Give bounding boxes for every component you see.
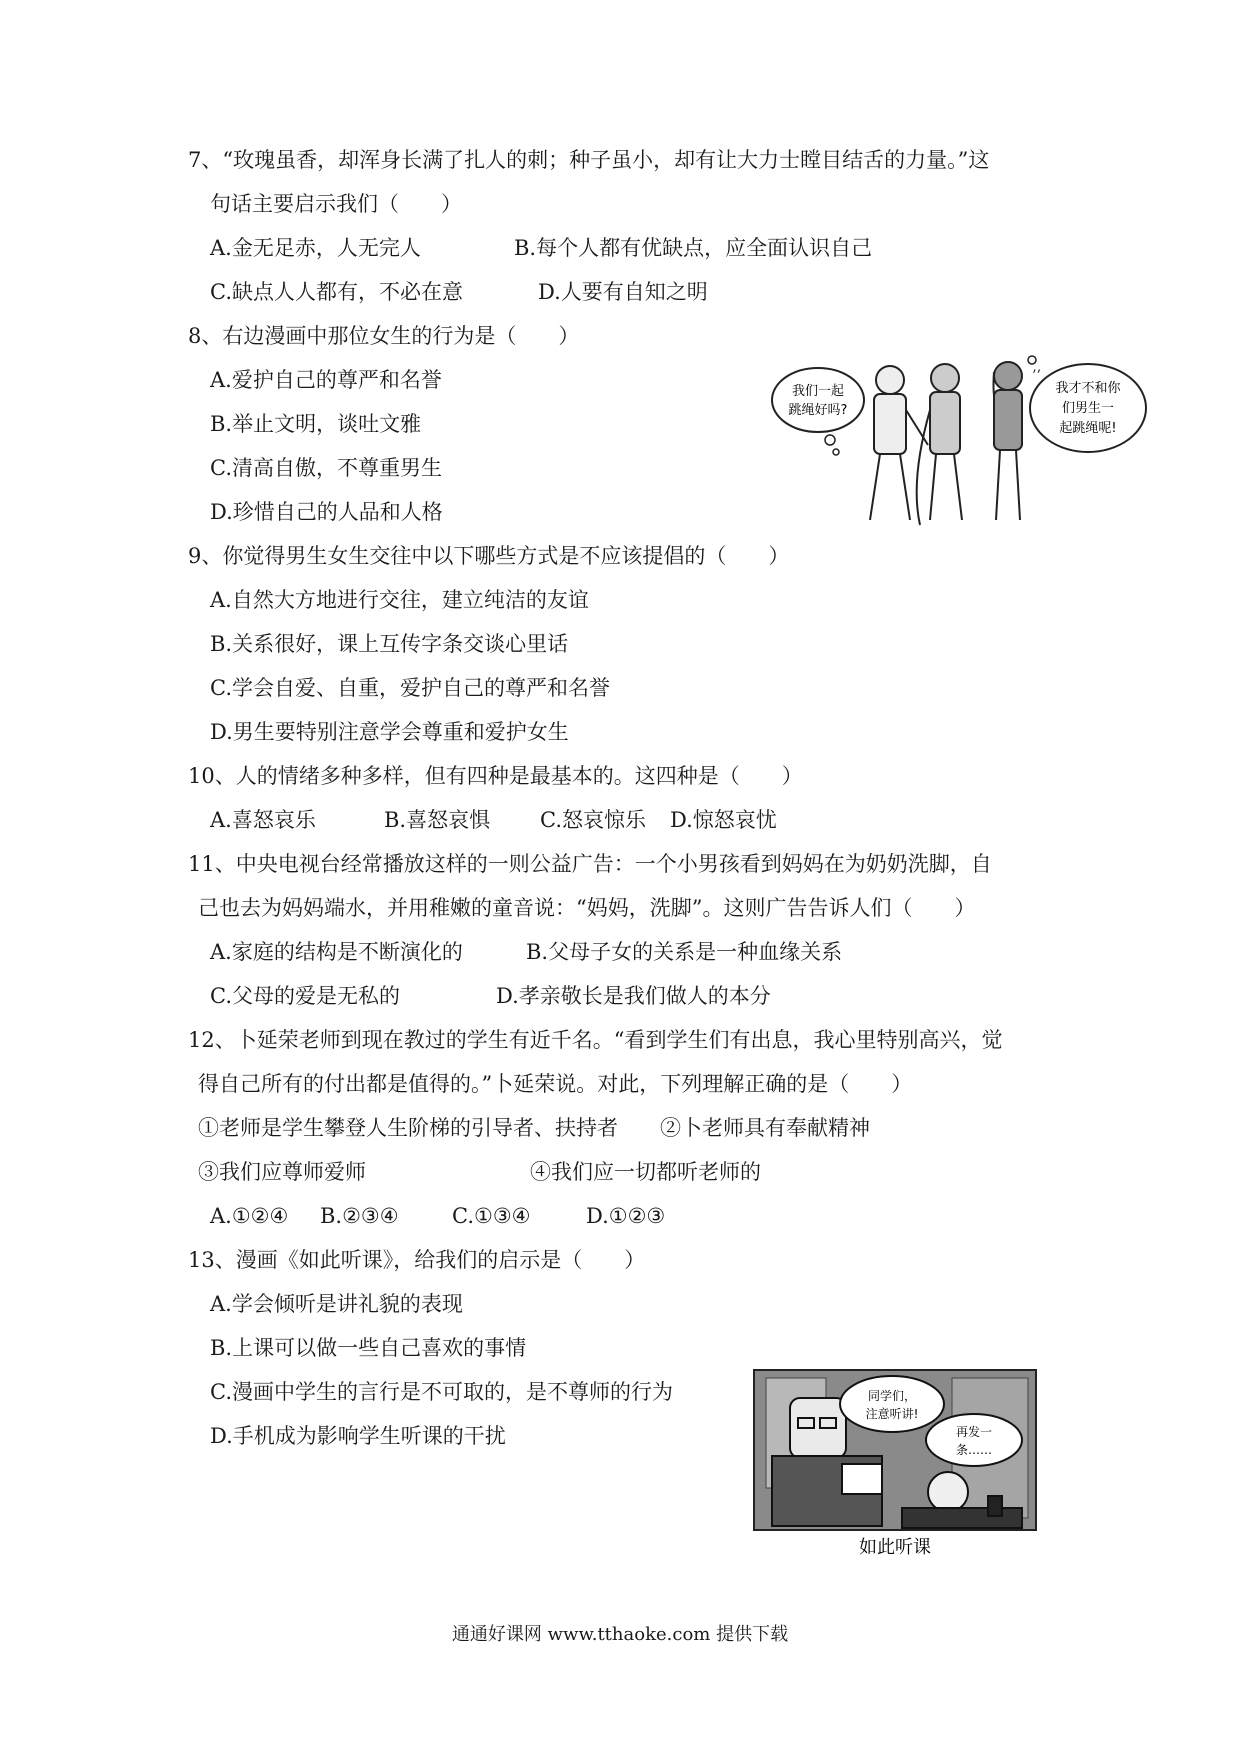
- q9-stem: 9、你觉得男生女生交往中以下哪些方式是不应该提倡的（ ）: [188, 544, 790, 568]
- q9-option-b: B.关系很好，课上互传字条交谈心里话: [210, 632, 569, 656]
- q8-bubble-left-line1: 我们一起: [791, 384, 845, 399]
- q8-cartoon: [770, 350, 1150, 535]
- q13-option-c: C.漫画中学生的言行是不可取的，是不尊师的行为: [210, 1380, 673, 1404]
- q12-statement-2: ②卜老师具有奉献精神: [660, 1116, 870, 1140]
- q8-option-d: D.珍惜自己的人品和人格: [210, 500, 443, 524]
- boy-figure-2: [917, 364, 962, 525]
- svg-text:’’: ’’: [1032, 368, 1041, 384]
- q12-option-b: B.②③④: [320, 1204, 399, 1228]
- q12-statement-4: ④我们应一切都听老师的: [530, 1160, 761, 1184]
- q9-option-d: D.男生要特别注意学会尊重和爱护女生: [210, 720, 569, 744]
- q13-option-a: A.学会倾听是讲礼貌的表现: [210, 1292, 463, 1316]
- q8-bubble-right-line2: 们男生一: [1061, 401, 1115, 416]
- q8-bubble-right-line1: 我才不和你: [1055, 381, 1121, 396]
- q7-option-b: B.每个人都有优缺点，应全面认识自己: [514, 236, 873, 260]
- q13-bubble-teacher-line2: 注意听讲!: [865, 1407, 919, 1421]
- q12-statement-3: ③我们应尊师爱师: [198, 1160, 366, 1184]
- q10-option-c: C.怒哀惊乐: [540, 808, 646, 832]
- q13-stem: 13、漫画《如此听课》，给我们的启示是（ ）: [188, 1248, 646, 1272]
- q8-cartoon-drawing: [770, 350, 1150, 535]
- q11-stem-line2: 己也去为妈妈端水，并用稚嫩的童音说：“妈妈，洗脚”。这则广告告诉人们（ ）: [198, 896, 976, 920]
- q13-cartoon-drawing: [752, 1368, 1038, 1562]
- q10-stem: 10、人的情绪多种多样，但有四种是最基本的。这四种是（ ）: [188, 764, 803, 788]
- q7-stem-line2: 句话主要启示我们（ ）: [210, 192, 462, 216]
- q13-bubble-student-line2: 条……: [955, 1443, 993, 1457]
- q11-option-b: B.父母子女的关系是一种血缘关系: [526, 940, 843, 964]
- q13-cartoon: [752, 1368, 1038, 1562]
- q11-option-c: C.父母的爱是无私的: [210, 984, 400, 1008]
- q12-option-c: C.①③④: [452, 1204, 531, 1228]
- q7-stem-line1: 7、“玫瑰虽香，却浑身长满了扎人的刺；种子虽小，却有让大力士瞠目结舌的力量。”这: [188, 148, 990, 172]
- q8-option-a: A.爱护自己的尊严和名誉: [210, 368, 442, 392]
- q8-bubble-left-line2: 跳绳好吗?: [788, 403, 848, 418]
- boy-figure-1: [870, 366, 928, 520]
- page-footer: 通通好课网 www.tthaoke.com 提供下载: [451, 1624, 789, 1645]
- q11-stem-line1: 11、中央电视台经常播放这样的一则公益广告：一个小男孩看到妈妈在为奶奶洗脚，自: [188, 852, 992, 876]
- q13-bubble-student-line1: 再发一: [955, 1425, 993, 1439]
- q12-option-a: A.①②④: [210, 1204, 289, 1228]
- girl-figure: [994, 362, 1041, 520]
- q12-option-d: D.①②③: [586, 1204, 666, 1228]
- q11-option-d: D.孝亲敬长是我们做人的本分: [496, 984, 771, 1008]
- q7-option-c: C.缺点人人都有，不必在意: [210, 280, 463, 304]
- q12-stem-line2: 得自己所有的付出都是值得的。”卜延荣说。对此，下列理解正确的是（ ）: [198, 1072, 913, 1096]
- q13-option-b: B.上课可以做一些自己喜欢的事情: [210, 1336, 527, 1360]
- q7-option-d: D.人要有自知之明: [538, 280, 708, 304]
- q11-option-a: A.家庭的结构是不断演化的: [210, 940, 463, 964]
- q9-option-a: A.自然大方地进行交往，建立纯洁的友谊: [210, 588, 589, 612]
- q13-cartoon-caption: 如此听课: [859, 1537, 931, 1558]
- q8-stem: 8、右边漫画中那位女生的行为是（ ）: [188, 324, 580, 348]
- q13-option-d: D.手机成为影响学生听课的干扰: [210, 1424, 506, 1448]
- q9-option-c: C.学会自爱、自重，爱护自己的尊严和名誉: [210, 676, 610, 700]
- q12-stem-line1: 12、卜延荣老师到现在教过的学生有近千名。“看到学生们有出息，我心里特别高兴，觉: [188, 1028, 1003, 1052]
- q13-bubble-teacher-line1: 同学们，: [867, 1389, 917, 1403]
- q8-option-b: B.举止文明，谈吐文雅: [210, 412, 422, 436]
- q12-statement-1: ①老师是学生攀登人生阶梯的引导者、扶持者: [198, 1116, 618, 1140]
- q10-option-d: D.惊怒哀忧: [670, 808, 777, 832]
- q7-option-a: A.金无足赤，人无完人: [210, 236, 421, 260]
- q10-option-a: A.喜怒哀乐: [210, 808, 316, 832]
- q10-option-b: B.喜怒哀惧: [384, 808, 491, 832]
- q8-option-c: C.清高自傲，不尊重男生: [210, 456, 442, 480]
- q8-bubble-right-line3: 起跳绳呢!: [1059, 421, 1117, 436]
